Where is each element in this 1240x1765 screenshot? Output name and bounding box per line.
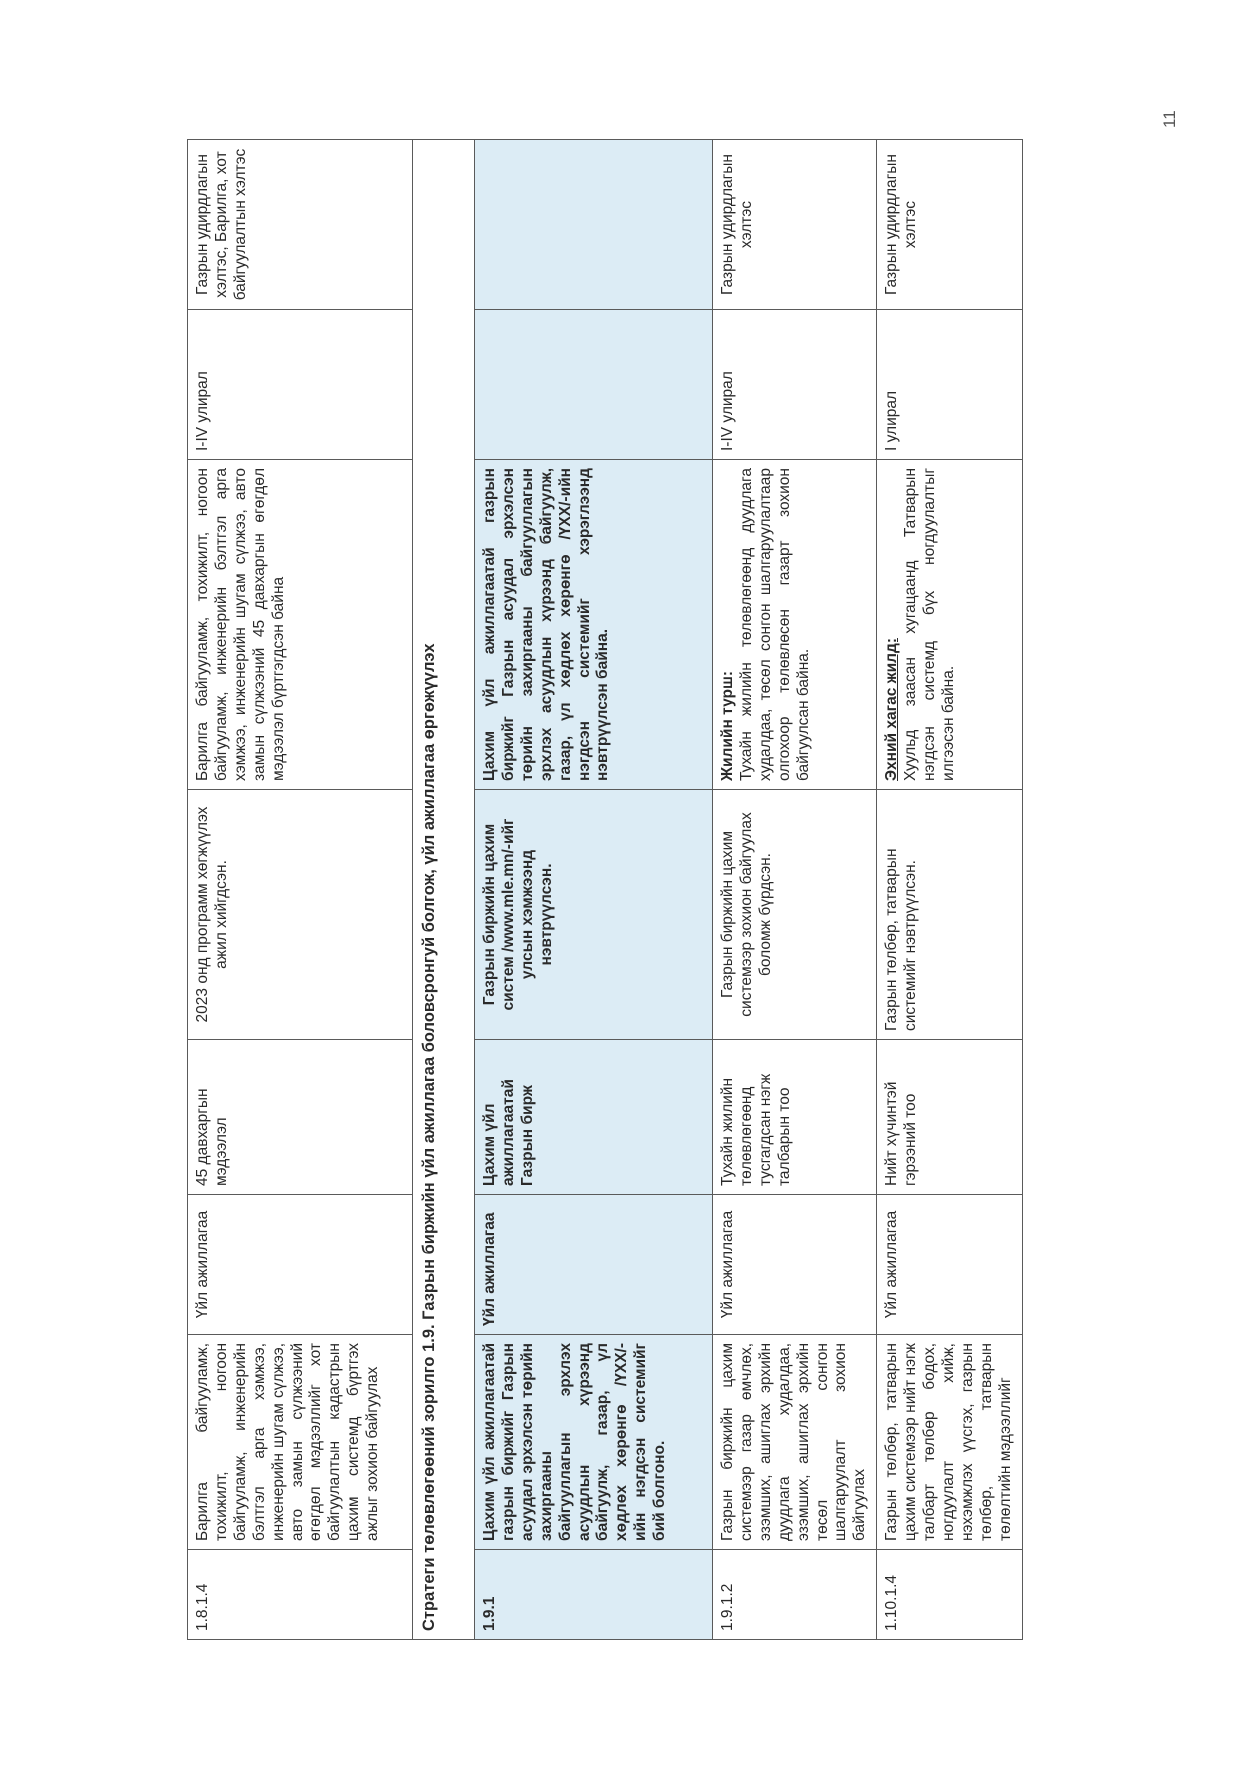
strategy-goal-row <box>413 140 475 1640</box>
row-result-label: Жилийн турш: <box>719 670 736 781</box>
rotated-plan-table <box>187 140 1137 1640</box>
row-indicator: Тухайн жилийн төлөвлөгөөнд тусгагдсан нэгж талбарын тоо <box>713 1040 877 1195</box>
row-result: Хуульд заасан хугацаанд Татварын нэгдсэн системд бүх ногдуулалтыг илгээсэн байна. <box>902 468 957 781</box>
row-result: Тухайн жилийн төлөвлөгөөнд дуудлага худалдаа, төсөл сонгон шалгаруулалтаар олгохоор төлөвлөсөн газарт зохион байгуулсан байна. <box>737 468 812 781</box>
row-period: I-IV улирал <box>188 310 413 460</box>
row-baseline: Газрын биржийн цахим системээр зохион байгуулах боломж бүрдсэн. <box>713 790 877 1040</box>
row-responsible <box>475 140 713 310</box>
row-result-label: Эхний хагас жилд: <box>883 638 901 781</box>
row-type: Үйл ажиллагаа <box>475 1195 713 1335</box>
table-row <box>475 140 713 1640</box>
row-responsible: Газрын удирдлагын хэлтэс <box>713 140 877 310</box>
table-row <box>877 140 1022 1640</box>
page-number: 11 <box>1160 110 1179 128</box>
row-responsible: Газрын удирдлагын хэлтэс, Барилга, хот байгуулалтын хэлтэс <box>188 140 413 310</box>
row-code: 1.10.1.4 <box>877 1550 1022 1640</box>
row-period: I-IV улирал <box>713 310 877 460</box>
row-type: Үйл ажиллагаа <box>877 1195 1022 1335</box>
row-indicator: Нийт хүчинтэй гэрээний тоо <box>877 1040 1022 1195</box>
table-row <box>188 140 413 1640</box>
row-description: Цахим үйл ажиллагаатай газрын биржийг Газрын асуудал эрхэлсэн төрийн захиргааны байгууллагын эрхлэх асуудлын хүрээнд байгуулж, газар, үл хөдлөх хөрөнгө /ҮХХ/-ийн нэгдсэн системийг бий болгоно. <box>475 1335 713 1550</box>
row-result-cell <box>877 460 1022 790</box>
row-indicator: 45 давхаргын мэдээлэл <box>188 1040 413 1195</box>
row-code: 1.9.1.2 <box>713 1550 877 1640</box>
row-result: Цахим үйл ажиллагаатай газрын биржийг Газрын асуудал эрхэлсэн төрийн захиргааны байгууллагын эрхлэх асуудлын хүрээнд байгуулж, газар, үл хөдлөх хөрөнгө /ҮХХ/-ийн нэгдсэн системийг хэрэглээнд нэвтрүүлсэн байна. <box>475 460 713 790</box>
row-description: Газрын төлбөр, татварын цахим системээр нийт нэгж талбарт төлбөр бодох, ногдуулалт хийж, нэхэмжлэх үүсгэх, газрын төлбөр, татварын төлөлтийн мэдээллийг <box>877 1335 1022 1550</box>
row-type: Үйл ажиллагаа <box>713 1195 877 1335</box>
row-code: 1.8.1.4 <box>188 1550 413 1640</box>
row-period: I улирал <box>877 310 1022 460</box>
row-description: Газрын биржийн цахим системээр газар өмчлөх, эзэмших, ашиглах эрхийн дуудлага худалдаа, эзэмших, ашиглах эрхийн төсөл сонгон шалгаруулалт зохион байгуулах <box>713 1335 877 1550</box>
row-baseline: Газрын биржийн цахим систем /www.mle.mn/-ийг улсын хэмжээнд нэвтрүүлсэн. <box>475 790 713 1040</box>
row-period <box>475 310 713 460</box>
row-type: Үйл ажиллагаа <box>188 1195 413 1335</box>
row-result: Барилга байгууламж, тохижилт, ногоон байгууламж, инженерийн бэлтгэл арга хэмжээ, инженерийн шугам сүлжээ, авто замын сүлжээний 45 давхаргын өгөгдөл мэдээлэл бүртгэгдсэн байна <box>188 460 413 790</box>
strategy-goal-text: Стратеги төлөвлөгөөний зорилго 1.9. Газрын биржийн үйл ажиллагаа боловсронгуй болгож, үйл ажиллагаа өргөжүүлэх <box>413 140 475 1640</box>
row-result-cell <box>713 460 877 790</box>
row-responsible: Газрын удирдлагын хэлтэс <box>877 140 1022 310</box>
row-indicator: Цахим үйл ажиллагаатай Газрын бирж <box>475 1040 713 1195</box>
row-baseline: Газрын төлбөр, татварын системийг нэвтрүүлсэн. <box>877 790 1022 1040</box>
row-code: 1.9.1 <box>475 1550 713 1640</box>
table-row <box>713 140 877 1640</box>
action-plan-table <box>187 139 1023 1640</box>
row-baseline: 2023 онд программ хөгжүүлэх ажил хийгдсэн. <box>188 790 413 1040</box>
row-description: Барилга байгууламж, тохижилт, ногоон байгууламж, инженерийн бэлтгэл арга хэмжээ, инженерийн шугам сүлжээ, авто замын сүлжээний өгөгдөл мэдээллийг хот байгуулалтын кадастрын цахим системд бүртгэх ажлыг зохион байгуулах <box>188 1335 413 1550</box>
